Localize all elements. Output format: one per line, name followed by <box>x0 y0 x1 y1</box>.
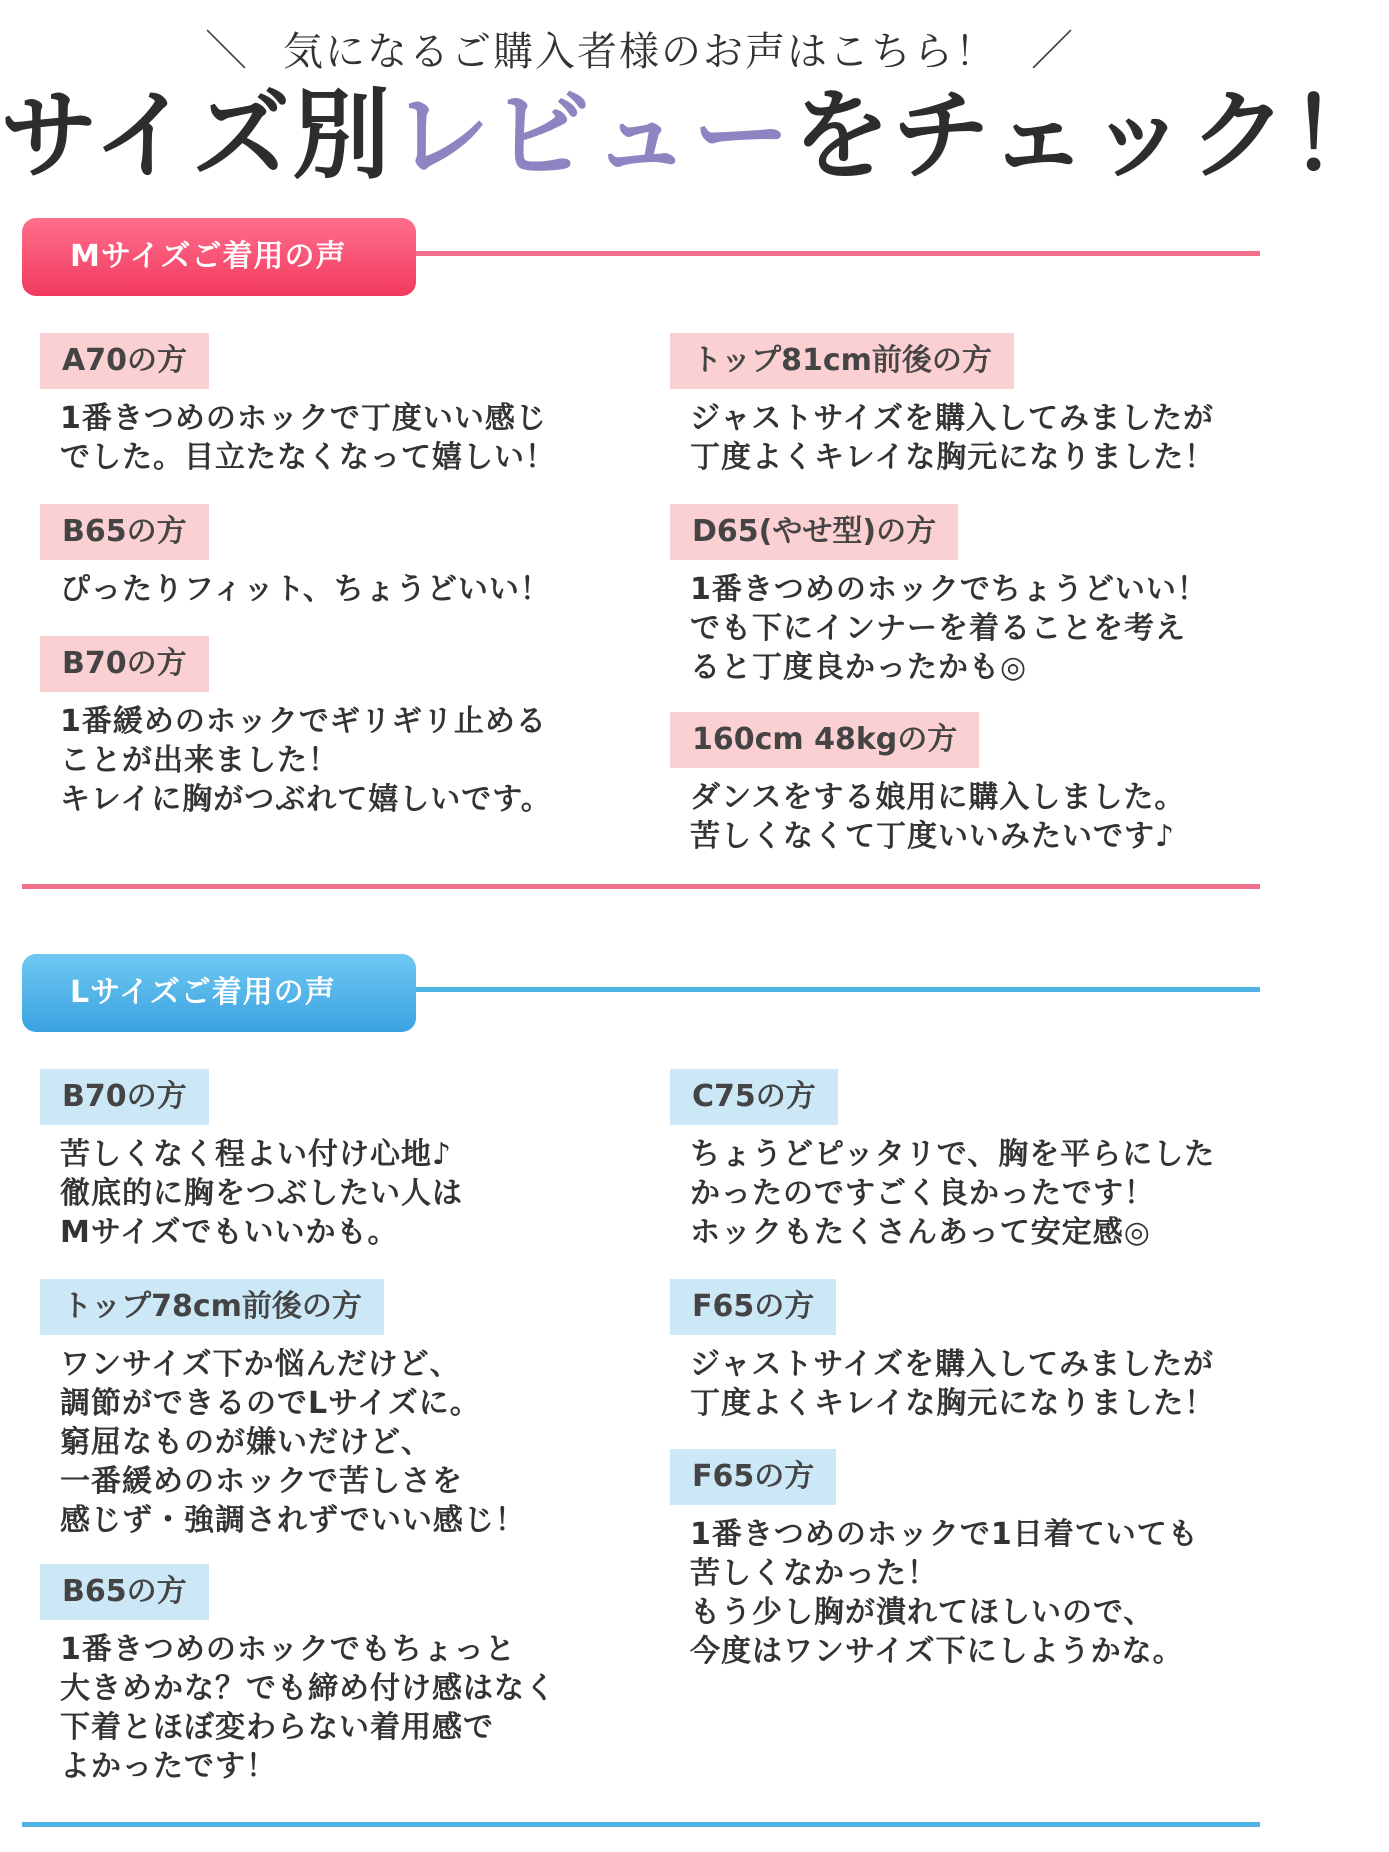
review-text: ジャストサイズを購入してみましたが 丁度よくキレイな胸元になりました！ <box>690 401 1216 475</box>
review-text: 苦しくなく程よい付け心地♪ 徹底的に胸をつぶしたい人は Mサイズでもいいかも。 <box>60 1137 463 1250</box>
review-text: 1番きつめのホックで1日着ていても 苦しくなかった！ もう少し胸が潰れてほしいので、 今度はワンサイズ下にしようかな。 <box>690 1517 1199 1669</box>
left-slash-decoration: ＼ <box>204 26 249 75</box>
review-text: ワンサイズ下か悩んだけど、 調節ができるのでLサイズに。 窮屈なものが嫌いだけど、 一番緩めのホックで苦しさを 感じず・強調されずでいい感じ！ <box>60 1347 526 1538</box>
m-section-header <box>22 218 1260 298</box>
review-item <box>670 712 1185 856</box>
title-accent: レビュー <box>392 78 793 193</box>
review-tag: B65の方 <box>40 504 209 560</box>
review-tag: A70の方 <box>40 333 209 389</box>
review-item <box>40 1069 463 1252</box>
review-item <box>670 1069 1215 1252</box>
m-section-heading: Mサイズご着用の声 <box>22 218 416 296</box>
review-tag: F65の方 <box>670 1449 836 1505</box>
review-item <box>40 1279 526 1540</box>
review-item <box>40 333 556 477</box>
review-text: ぴったりフィット、ちょうどいい！ <box>60 572 551 607</box>
right-slash-decoration: ／ <box>1031 26 1076 75</box>
title-part-2: をチェック！ <box>792 78 1389 193</box>
m-section-divider <box>416 251 1260 256</box>
review-tag: B70の方 <box>40 1069 209 1125</box>
review-tag: B65の方 <box>40 1564 209 1620</box>
review-item <box>670 333 1215 477</box>
header-subtitle <box>0 18 1280 78</box>
review-tag: C75の方 <box>670 1069 838 1125</box>
review-item <box>40 636 552 819</box>
review-item <box>40 1564 556 1786</box>
review-text: ちょうどピッタリで、胸を平らにした かったのですごく良かったです！ ホックもたくさんあって安定感◎ <box>690 1137 1216 1250</box>
page-header <box>0 0 1389 210</box>
review-tag: トップ81cm前後の方 <box>670 333 1014 389</box>
m-section-bottom-divider <box>22 884 1260 889</box>
review-text: 1番きつめのホックでちょうどいい！ でも下にインナーを着ることを考え ると丁度良かったかも◎ <box>690 572 1208 685</box>
review-text: 1番緩めのホックでギリギリ止める ことが出来ました！ キレイに胸がつぶれて嬉しいです。 <box>60 704 552 817</box>
l-section-divider <box>416 987 1260 992</box>
l-section-heading: Lサイズご着用の声 <box>22 954 416 1032</box>
l-size-section <box>0 954 1280 1814</box>
review-item <box>670 1279 1215 1423</box>
review-item <box>670 1449 1199 1671</box>
l-section-bottom-divider <box>22 1822 1260 1827</box>
review-text: 1番きつめのホックでもちょっと 大きめかな？でも締め付け感はなく 下着とほぼ変わらない着用感で よかったです！ <box>60 1632 556 1784</box>
review-text: ダンスをする娘用に購入しました。 苦しくなくて丁度いいみたいです♪ <box>690 780 1186 854</box>
review-item <box>670 504 1208 687</box>
title-part-1: サイズ別 <box>0 78 393 193</box>
review-tag: D65(やせ型)の方 <box>670 504 958 560</box>
review-tag: B70の方 <box>40 636 209 692</box>
review-tag: トップ78cm前後の方 <box>40 1279 384 1335</box>
page-title <box>0 76 1389 196</box>
review-item <box>40 504 551 609</box>
review-tag: 160cm 48kgの方 <box>670 712 979 768</box>
review-text: ジャストサイズを購入してみましたが 丁度よくキレイな胸元になりました！ <box>690 1347 1216 1421</box>
review-text: 1番きつめのホックで丁度いい感じ でした。目立たなくなって嬉しい！ <box>60 401 556 475</box>
review-tag: F65の方 <box>670 1279 836 1335</box>
m-size-section <box>0 218 1280 854</box>
l-section-header <box>22 954 1260 1034</box>
subtitle-text: 気になるご購入者様のお声はこちら！ <box>283 29 997 75</box>
